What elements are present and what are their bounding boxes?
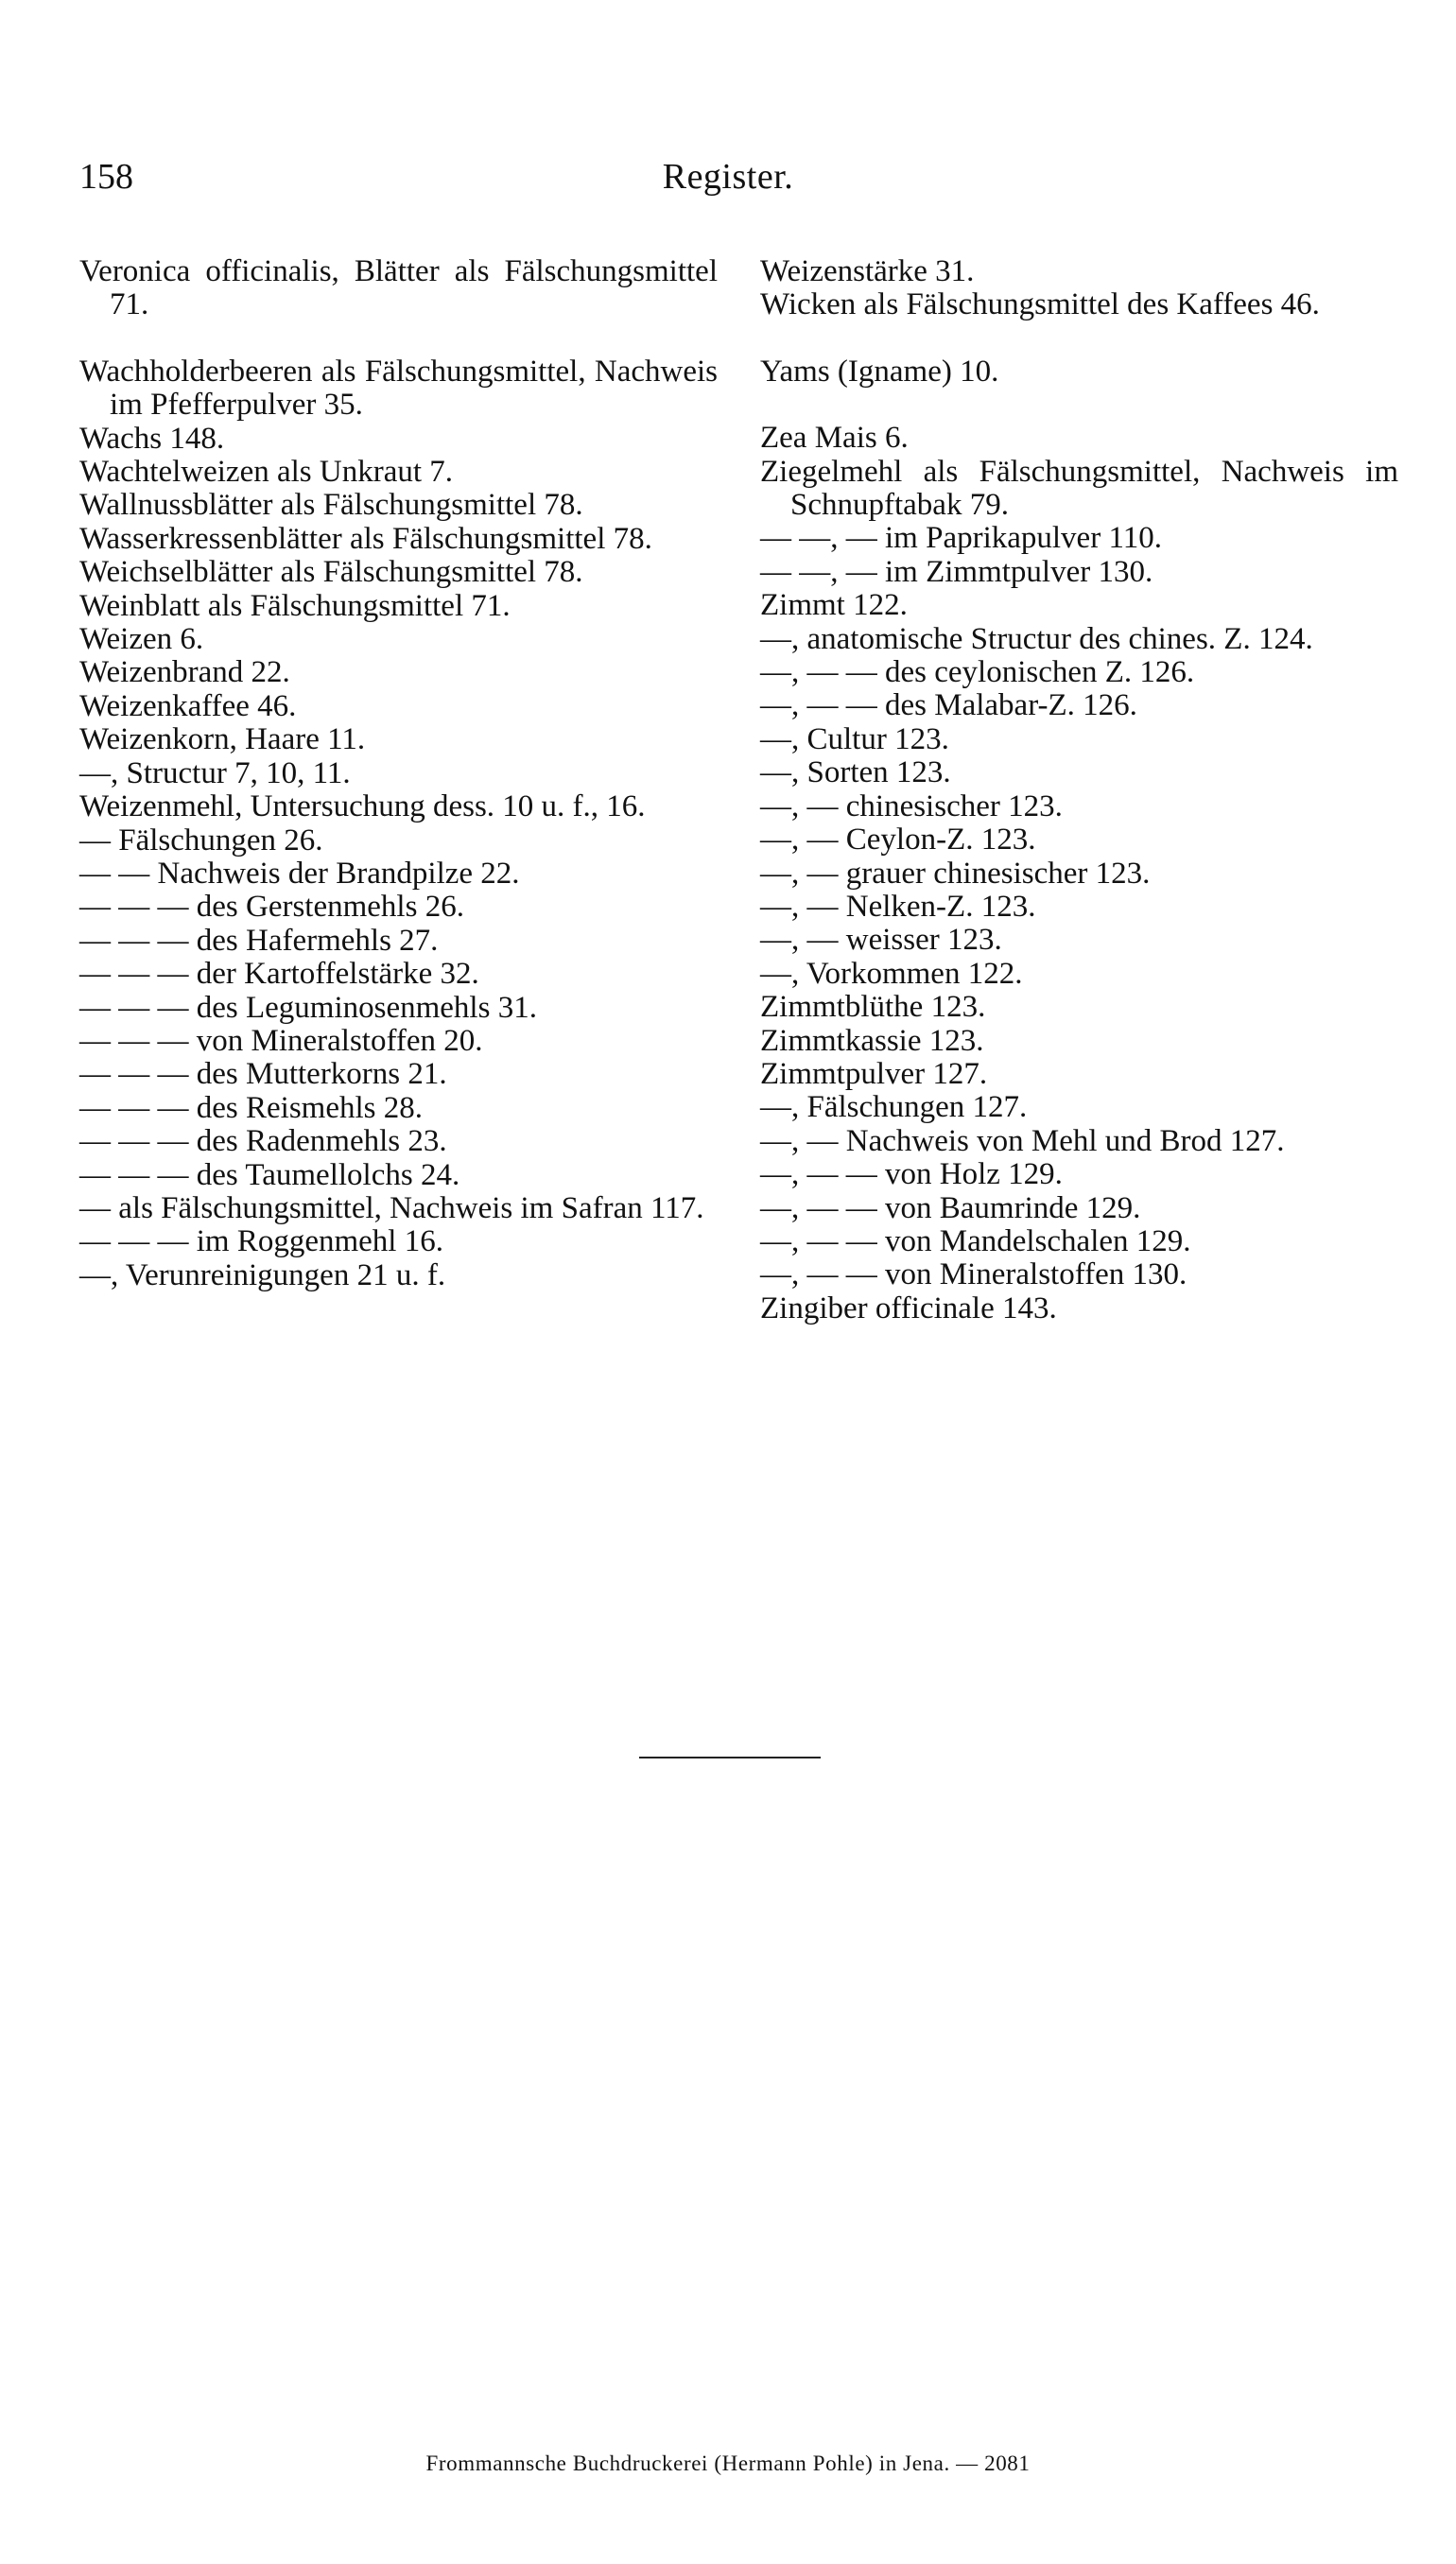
index-entry: —, — — von Mineralstoffen 130.: [760, 1257, 1187, 1292]
index-entry: —, — weisser 123.: [760, 923, 1002, 958]
index-entry: —, — — von Baumrinde 129.: [760, 1190, 1141, 1225]
index-entry: Weizenbrand 22.: [79, 655, 290, 690]
index-entry: Veronica officinalis, Blätter als Fälschungsmittel 71.: [79, 254, 718, 322]
index-entry: —, — grauer chinesischer 123.: [760, 856, 1151, 891]
index-entry: —, Verunreinigungen 21 u. f.: [79, 1257, 446, 1292]
index-entry: Wachs 148.: [79, 421, 225, 456]
index-entry: Weizen 6.: [79, 622, 204, 657]
index-entry: Weizenstärke 31.: [760, 254, 975, 288]
index-entry: Wasserkressenblätter als Fälschungsmittel 78.: [79, 521, 652, 556]
index-entry: —, — Nelken-Z. 123.: [760, 889, 1036, 924]
index-entry: —, Cultur 123.: [760, 721, 949, 756]
index-entry: Zimmtkassie 123.: [760, 1023, 984, 1058]
index-entry: — — — von Mineralstoffen 20.: [79, 1023, 483, 1058]
index-entry: — — — des Radenmehls 23.: [79, 1124, 447, 1159]
index-entry: —, — Nachweis von Mehl und Brod 127.: [760, 1123, 1285, 1158]
index-entry: —, Vorkommen 122.: [760, 956, 1023, 991]
index-entry: —, — chinesischer 123.: [760, 788, 1063, 823]
index-entry: —, — — von Holz 129.: [760, 1157, 1063, 1192]
index-column-left: [79, 255, 718, 1292]
index-entry: —, Fälschungen 127.: [760, 1090, 1028, 1125]
index-entry: — — — im Roggenmehl 16.: [79, 1224, 443, 1259]
index-entry: —, — — des ceylonischen Z. 126.: [760, 655, 1195, 690]
index-entry: Wachtelweizen als Unkraut 7.: [79, 455, 454, 490]
index-entry: — — — des Taumellolchs 24.: [79, 1157, 460, 1192]
index-entry: — — — der Kartoffelstärke 32.: [79, 957, 479, 992]
index-entry: Zimmtblüthe 123.: [760, 990, 986, 1025]
index-entry: Zimmt 122.: [760, 588, 908, 623]
index-entry: Weichselblätter als Fälschungsmittel 78.: [79, 555, 583, 590]
index-entry: — als Fälschungsmittel, Nachweis im Safran 117.: [79, 1190, 704, 1225]
index-entry: Zimmtpulver 127.: [760, 1056, 988, 1091]
index-entry: —, Structur 7, 10, 11.: [79, 755, 351, 790]
index-entry: Yams (Igname) 10.: [760, 354, 999, 389]
index-entry: —, — — des Malabar-Z. 126.: [760, 688, 1137, 723]
index-entry: Zea Mais 6.: [760, 421, 909, 456]
index-entry: —, Sorten 123.: [760, 755, 951, 790]
index-entry: — — — des Leguminosenmehls 31.: [79, 990, 537, 1025]
index-entry: — Fälschungen 26.: [79, 823, 323, 858]
index-entry: — — — des Reismehls 28.: [79, 1090, 423, 1125]
index-entry: Weizenkaffee 46.: [79, 688, 297, 723]
index-entry: Wicken als Fälschungsmittel des Kaffees 46.: [760, 287, 1320, 322]
index-entry: — — Nachweis der Brandpilze 22.: [79, 856, 520, 891]
index-entry: Wallnussblätter als Fälschungsmittel 78.: [79, 488, 583, 523]
index-entry: —, anatomische Structur des chines. Z. 124.: [760, 621, 1313, 656]
index-entry: — — — des Hafermehls 27.: [79, 923, 439, 958]
index-entry: — —, — im Paprikapulver 110.: [760, 521, 1162, 556]
index-entry: —, — — von Mandelschalen 129.: [760, 1223, 1191, 1258]
index-entry: —, — Ceylon-Z. 123.: [760, 823, 1036, 858]
index-entry: Weizenmehl, Untersuchung dess. 10 u. f., 16.: [79, 789, 646, 824]
running-head: Register.: [662, 157, 794, 197]
index-entry: — — — des Mutterkorns 21.: [79, 1057, 447, 1092]
printer-imprint: Frommannsche Buchdruckerei (Hermann Pohle) in Jena. — 2081: [425, 2451, 1031, 2475]
index-entry: Wachholderbeeren als Fälschungsmittel, Nachweis im Pfefferpulver 35.: [79, 354, 718, 423]
index-entry: Weinblatt als Fälschungsmittel 71.: [79, 588, 511, 623]
index-entry: — —, — im Zimmtpulver 130.: [760, 554, 1153, 589]
index-entry: Weizenkorn, Haare 11.: [79, 722, 366, 757]
page-number: 158: [79, 157, 133, 197]
index-entry: Ziegelmehl als Fälschungsmittel, Nachweis im Schnupftabak 79.: [760, 454, 1398, 523]
index-column-right: [760, 255, 1398, 1325]
end-rule: [639, 1757, 821, 1758]
index-entry: — — — des Gerstenmehls 26.: [79, 890, 464, 925]
index-entry: Zingiber officinale 143.: [760, 1291, 1057, 1325]
